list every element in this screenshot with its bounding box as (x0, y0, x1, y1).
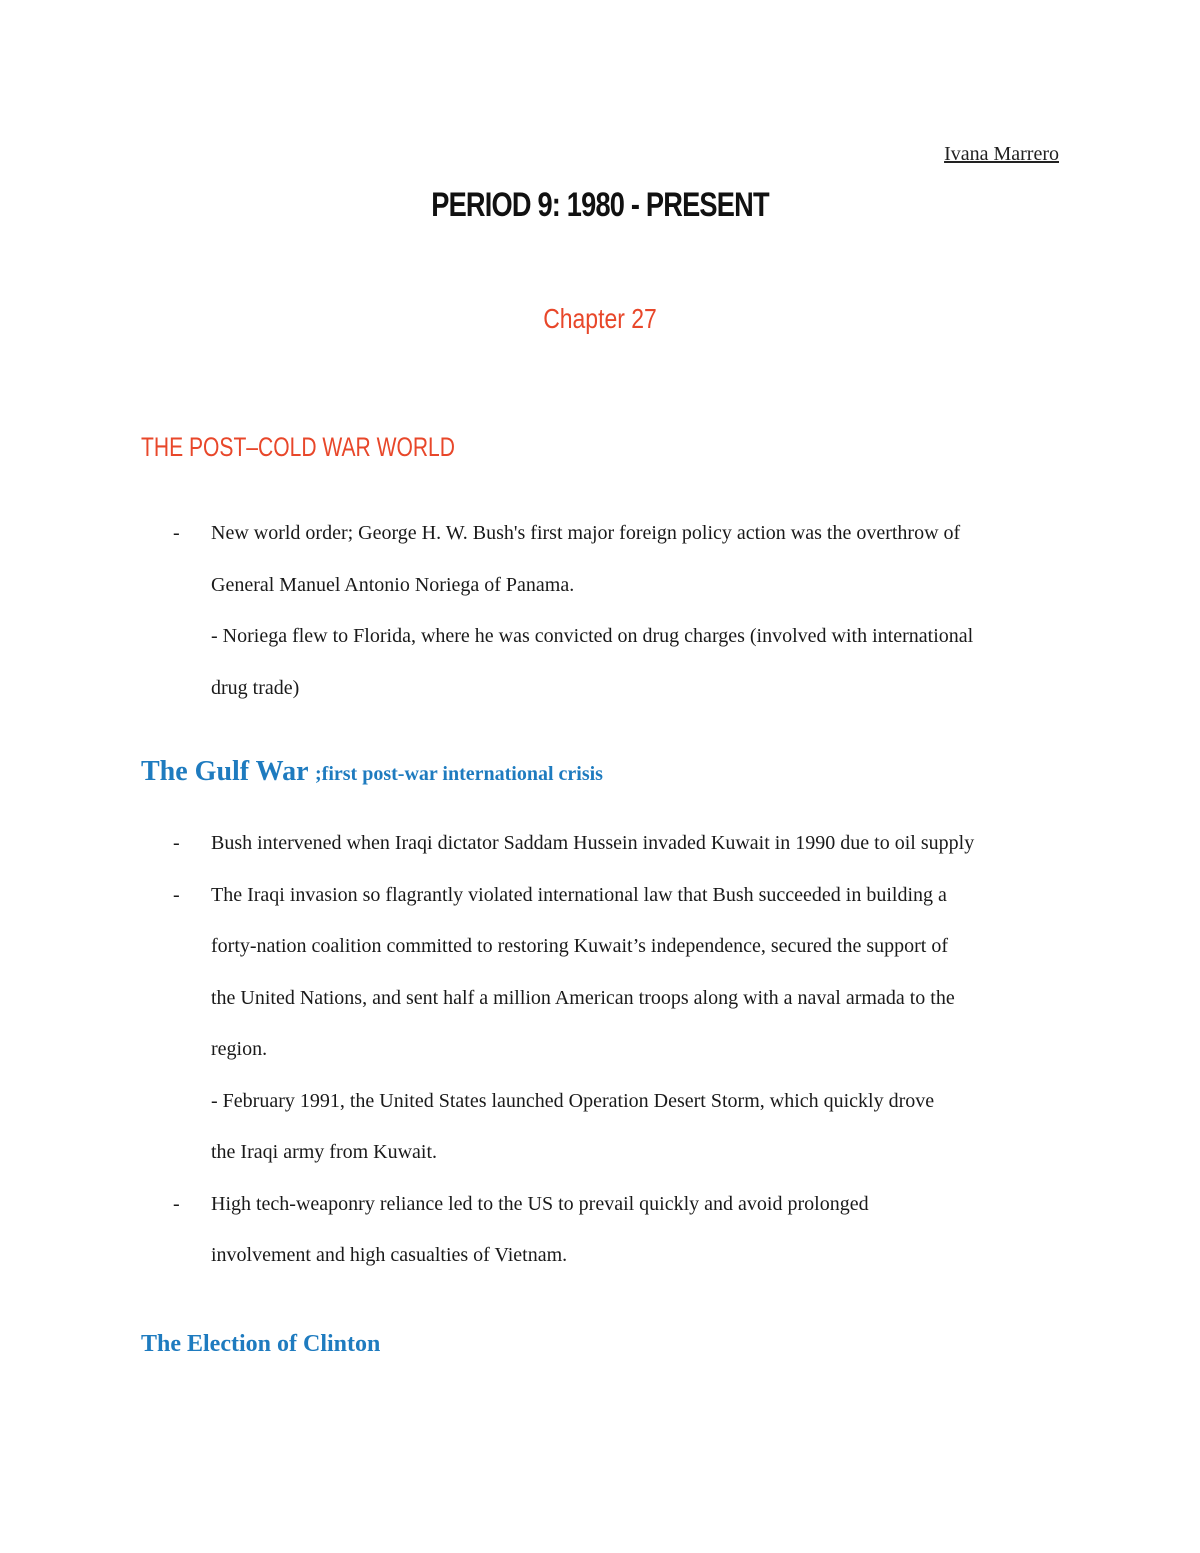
list-item-line: the United Nations, and sent half a million American troops along with a naval armada to the (211, 986, 955, 1009)
bullet-dash: - (173, 1192, 180, 1215)
list-item (141, 1179, 1061, 1282)
section-heading-clinton: The Election of Clinton (141, 1331, 381, 1357)
bullet-dash: - (173, 522, 180, 544)
bullet-dash: - (173, 832, 180, 854)
author-name: Ivana Marrero (944, 143, 1059, 165)
sub-note-line: - Noriega flew to Florida, where he was convicted on drug charges (involved with international (211, 625, 974, 647)
post-cold-war-bullets (141, 508, 1061, 714)
sub-note-line: drug trade) (211, 676, 300, 699)
sub-note-line: - February 1991, the United States launched Operation Desert Storm, which quickly drove (211, 1089, 935, 1112)
sub-note (141, 611, 1061, 714)
sub-note-line: the Iraqi army from Kuwait. (211, 1141, 438, 1163)
gulf-war-subtitle: ;first post-war international crisis (315, 763, 603, 785)
list-item-line: region. (211, 1038, 268, 1060)
sub-note (141, 1076, 1061, 1179)
list-item-line: New world order; George H. W. Bush's first major foreign policy action was the overthrow of (211, 522, 961, 544)
list-item-line: General Manuel Antonio Noriega of Panama. (211, 573, 575, 596)
list-item-line: involvement and high casualties of Vietnam. (211, 1244, 568, 1266)
section-heading-gulf-war (141, 756, 603, 788)
chapter-title: Chapter 27 (543, 303, 657, 334)
gulf-war-bullets (141, 818, 1061, 1282)
list-item-line: Bush intervened when Iraqi dictator Saddam Hussein invaded Kuwait in 1990 due to oil supply (211, 832, 975, 854)
list-item (141, 818, 1061, 870)
gulf-war-title: The Gulf War (141, 756, 309, 787)
list-item (141, 870, 1061, 1076)
list-item-line: High tech-weaponry reliance led to the US to prevail quickly and avoid prolonged (211, 1192, 869, 1215)
list-item-line: The Iraqi invasion so flagrantly violated international law that Bush succeeded in building a (211, 883, 947, 906)
bullet-dash: - (173, 883, 180, 906)
section-heading-post-cold-war: THE POST–COLD WAR WORLD (141, 432, 455, 462)
period-title: PERIOD 9: 1980 - PRESENT (431, 186, 769, 224)
list-item-line: forty-nation coalition committed to restoring Kuwait’s independence, secured the support of (211, 935, 949, 957)
list-item (141, 508, 1061, 611)
